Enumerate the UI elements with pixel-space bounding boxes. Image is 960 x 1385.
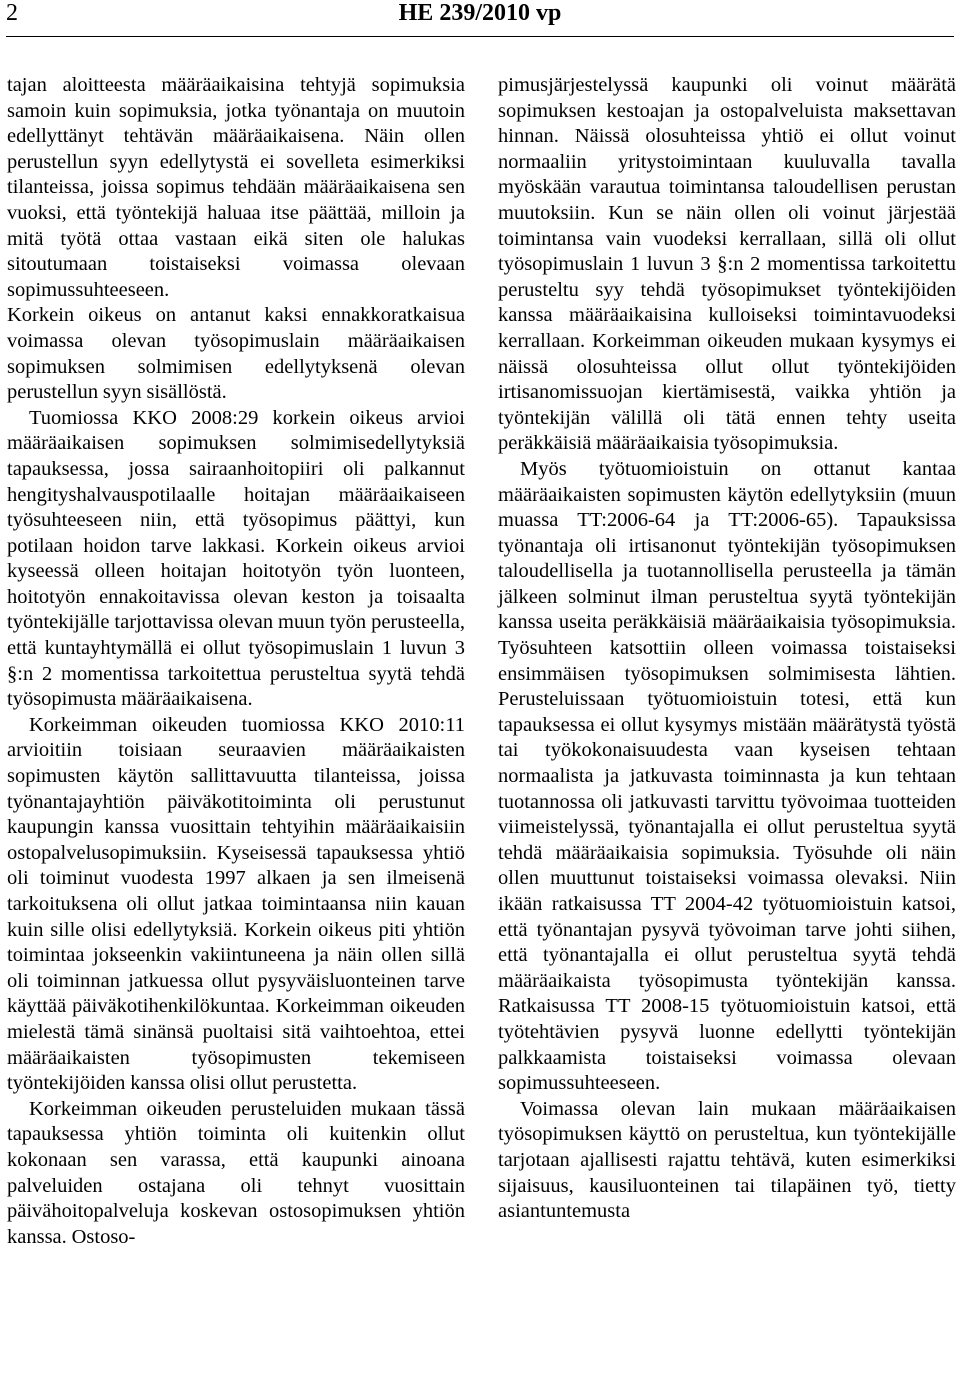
paragraph: Tuomiossa KKO 2008:29 korkein oikeus arvioi määräaikaisen sopimuksen solmimisedellytyksiä tapauksessa, jossa sairaanhoitopiiri oli palkannut hengityshalvauspotilaalle hoitajan määräaikaiseen työsuhteeseen niin, että työsopimus päättyi, kun potilaan hoidon tarve lakkasi. Korkein oikeus arvioi kyseessä olleen hoitajan hoitotyön työn luonteen, hoitotyön ennakoitavissa olevan keston ja toisaalta työntekijälle tarjottavissa olevan muun työn perusteella, että kuntayhtymällä ei ollut työsopimuslain 1 luvun 3 §:n 2 momentissa tarkoitettua perusteltua syytä tehdä työsopimusta määräaikaisena. (7, 406, 465, 711)
paragraph: Voimassa olevan lain mukaan määräaikaisen työsopimuksen käyttö on perusteltua, kun työntekijälle tarjotaan ajallisesti rajattu tehtävä, kuten esimerkiksi sijaisuus, kausiluonteinen tai tilapäinen työ, tietty asiantuntemusta (498, 1097, 956, 1223)
paragraph: pimusjärjestelyssä kaupunki oli voinut määrätä sopimuksen kestoajan ja ostopalveluista maksettavan hinnan. Näissä olosuhteissa yhtiö ei ollut voinut normaaliin yritystoimintaan kuuluvalla tavalla myöskään varautua toimintansa taloudellisen perustan muutoksiin. Kun se näin ollen oli voinut järjestää toimintansa vain vuodeksi kerrallaan, sillä oli ollut työsopimuslain 1 luvun 3 §:n 2 momentissa tarkoitettu perusteltu syy tehdä työsopimukset työntekijöiden kanssa määräaikaisina kulloiseksi toimintavuodeksi kerrallaan. Korkeimman oikeuden mukaan kysymys ei näissä olosuhteissa ollut ollut työntekijöiden irtisanomissuojan kiertämisestä, vaikka yhtiön ja työntekijän välillä oli tätä ennen tehty useita peräkkäisiä määräaikaisia työsopimuksia. (498, 74, 956, 455)
paragraph: Korkeimman oikeuden perusteluiden mukaan tässä tapauksessa yhtiön toiminta oli kuitenkin ollut kokonaan sen varassa, että kaupunki ainoana palveluiden ostajana oli tehnyt vuosittain päivähoitopalveluja koskevan ostosopimuksen yhtiön kanssa. Ostoso- (7, 1097, 465, 1248)
paragraph: Korkeimman oikeuden tuomiossa KKO 2010:11 arvioitiin toisiaan seuraavien määräaikaisten sopimusten käytön sallittavuutta tilanteissa, joissa työnantajayhtiön päiväkotitoiminta oli perustunut kaupungin kanssa vuosittain tehtyihin määräaikaisiin ostopalvelusopimuksiin. Kyseisessä tapauksessa yhtiö oli toiminut vuodesta 1997 alkaen ja sen ilmeisenä tarkoituksena oli ollut jatkaa toimintaansa niin kauan kuin sille olisi edellytyksiä. Korkein oikeus piti yhtiön toimintaa jokseenkin vakiintuneena ja näin ollen sillä oli toiminnan jatkuessa ollut pysyväisluonteinen tarve käyttää päiväkotihenkilökuntaa. Korkeimman oikeuden mielestä tämä sinänsä puoltaisi sitä vaihtoehtoa, ettei määräaikaisten työsopimusten tekemiseen työntekijöiden kanssa olisi ollut perustetta. (7, 713, 465, 1095)
right-column (498, 73, 956, 1225)
paragraph: Korkein oikeus on antanut kaksi ennakkoratkaisua voimassa olevan työsopimuslain määräaikaisen sopimuksen solmimisen edellytyksenä olevan perustellun syyn sisällöstä. (7, 304, 465, 404)
page-header (0, 0, 960, 38)
header-divider (6, 36, 954, 37)
paragraph: Myös työtuomioistuin on ottanut kantaa määräaikaisten sopimusten käytön edellytyksiin (muun muassa TT:2006-64 ja TT:2006-65). Tapauksissa työnantaja oli irtisanonut työntekijän työsopimuksen taloudellisella ja tuotannollisella perusteella ja tämän jälkeen solminut ilman perusteltua syytä työntekijän kanssa useita peräkkäisiä määräaikaisia työsopimuksia. Työsuhteen katsottiin olleen voimassa toistaiseksi ensimmäisen työsopimuksen solmimisesta lähtien. Perusteluissaan työtuomioistuin totesi, että kun tapauksessa ei ollut kysymys mistään määrätystä työstä tai työkokonaisuudesta vaan kyseisen tehtaan normaalista ja jatkuvasta toiminnasta ja kun tehtaan tuotannossa oli jatkuvasti tarvittu työvoimaa tuotteiden viimeistelyssä, työnantajalla ei ollut perusteltua syytä tehdä määräaikaisia sopimuksia. Työsuhde oli näin ollen muuttunut toistaiseksi voimassa olevaksi. Niin ikään ratkaisussa TT 2004-42 työtuomioistuin katsoi, että työnantajan pysyvä työvoiman tarve johti siihen, että työnantajalla ei ollut perusteltua syytä tehdä määräaikaista työsopimusta työntekijän kanssa. Ratkaisussa TT 2008-15 työtuomioistuin katsoi, että työtehtävien pysyvä luonne edellytti työntekijän palkkaamista toistaiseksi voimassa olevaan sopimussuhteeseen. (498, 457, 956, 1095)
left-column (7, 73, 465, 1250)
page-number: 2 (6, 0, 18, 26)
document-id: HE 239/2010 vp (398, 0, 562, 26)
paragraph: tajan aloitteesta määräaikaisina tehtyjä sopimuksia samoin kuin sopimuksia, jotka työnantaja on muutoin edellyttänyt tehtävän määräaikaisena. Näin ollen perustellun syyn edellytystä ei sovelleta esimerkiksi tilanteissa, joissa sopimus tehdään määräaikaisena sen vuoksi, että työntekijä haluaa itse päättää, milloin ja mitä työtä ottaa vastaan eikä siten ole halukas sitoutumaan toistaiseksi voimassa olevaan sopimussuhteeseen. (7, 74, 465, 301)
